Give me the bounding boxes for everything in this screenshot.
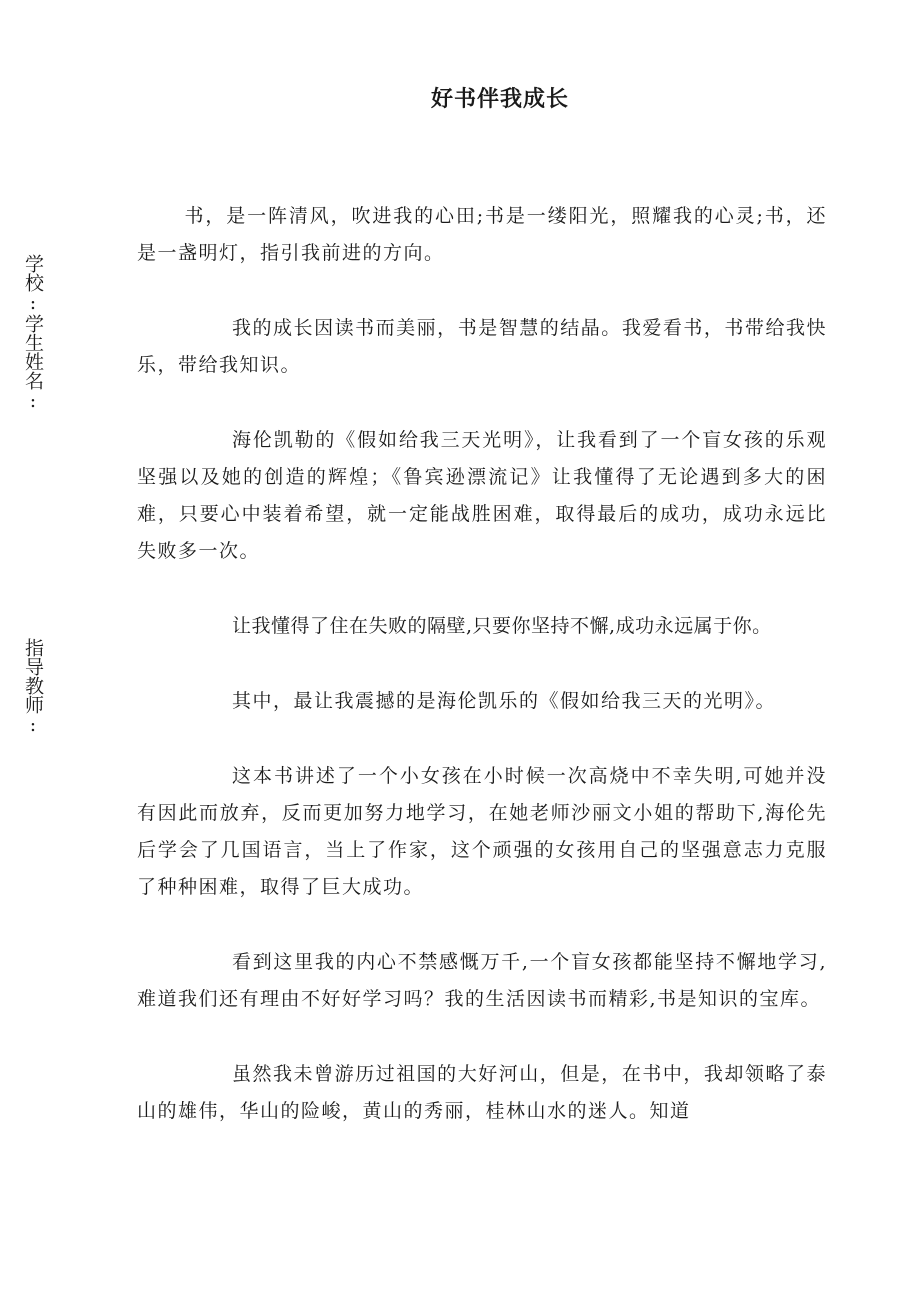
margin-label-school-student: 学校:学生姓名:	[22, 254, 44, 412]
paragraph-1: 书，是一阵清风，吹进我的心田;书是一缕阳光，照耀我的心灵;书，还是一盏明灯，指引我前进的方向。	[137, 205, 827, 264]
paragraph-6: 这本书讲述了一个小女孩在小时候一次高烧中不幸失明,可她并没有因此而放弃，反而更加努力地学习，在她老师沙丽文小姐的帮助下,海伦先后学会了几国语言，当上了作家，这个顽强的女孩用自己的坚强意志力克服了种种困难，取得了巨大成功。	[137, 765, 827, 898]
paragraph-8: 虽然我未曾游历过祖国的大好河山，但是，在书中，我却领略了泰山的雄伟，华山的险峻，黄山的秀丽，桂林山水的迷人。知道	[137, 1063, 827, 1122]
paragraph-3: 海伦凯勒的《假如给我三天光明》，让我看到了一个盲女孩的乐观坚强以及她的创造的辉煌；《鲁宾逊漂流记》让我懂得了无论遇到多大的困难，只要心中装着希望，就一定能战胜困难，取得最后的成功，成功永远比失败多一次。	[137, 429, 827, 562]
document-title: 好书伴我成长	[430, 87, 569, 112]
paragraph-7: 看到这里我的内心不禁感慨万千,一个盲女孩都能坚持不懈地学习,难道我们还有理由不好好学习吗？我的生活因读书而精彩,书是知识的宝库。	[137, 951, 827, 1010]
paragraph-2: 我的成长因读书而美丽，书是智慧的结晶。我爱看书，书带给我快乐，带给我知识。	[137, 317, 827, 376]
paragraph-5: 其中，最让我震撼的是海伦凯乐的《假如给我三天的光明》。	[232, 690, 777, 712]
paragraph-4: 让我懂得了住在失败的隔壁,只要你坚持不懈,成功永远属于你。	[232, 615, 772, 637]
margin-label-teacher: 指导教师:	[22, 638, 44, 736]
essay-body	[137, 198, 827, 1130]
